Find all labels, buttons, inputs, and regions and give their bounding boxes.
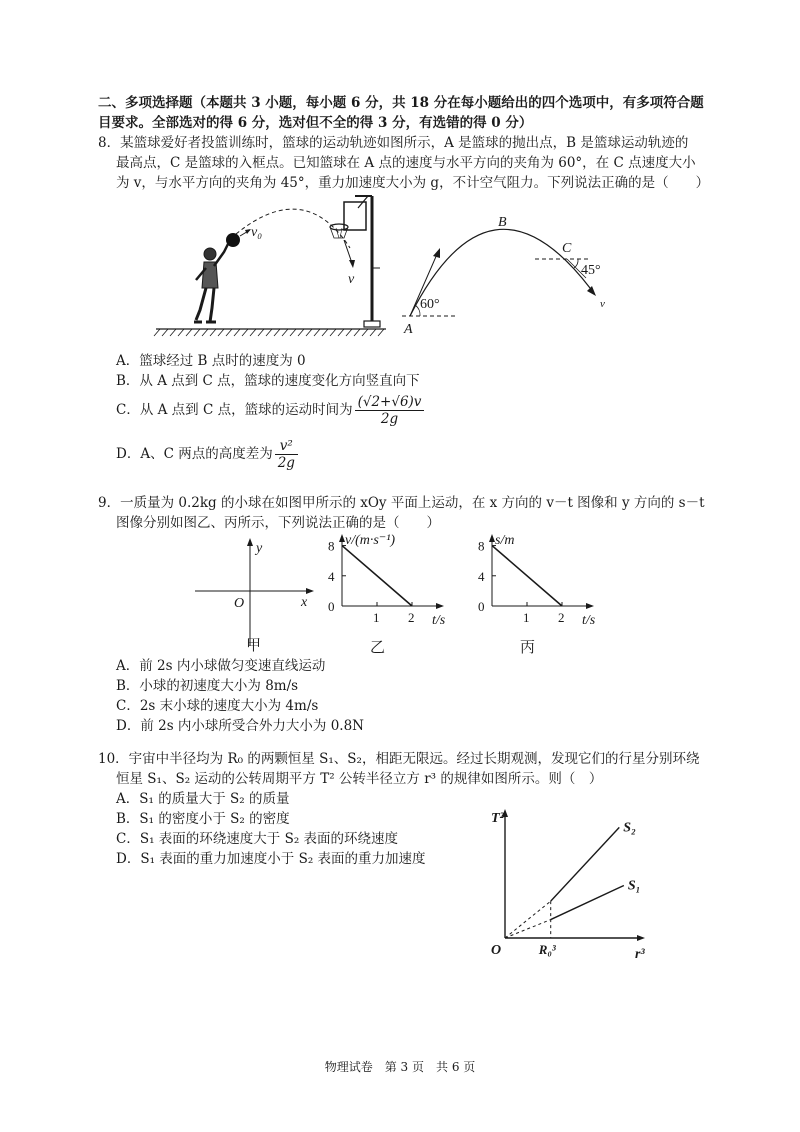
q9-caption-jia: 甲	[246, 636, 262, 654]
t2-ylabel: T²	[491, 811, 504, 826]
bing-ytick-1: 4	[478, 568, 485, 584]
point-c-label: C	[562, 241, 572, 256]
q10-chart	[480, 800, 650, 965]
bing-ylabel: s/m	[495, 533, 515, 548]
velocity-arrow-c	[587, 286, 596, 296]
q10-option-a[interactable]: A．S₁ 的质量大于 S₂ 的质量	[116, 791, 290, 807]
yi-series-line-0	[342, 546, 412, 606]
q8-option-c-fraction	[355, 394, 425, 427]
q10-stem-line1: 10．宇宙中半径均为 R₀ 的两颗恒星 S₁、S₂，相距无限远。经过长期观测，发现它们的行星分别环绕	[98, 751, 700, 767]
q8-stem-line2: 最高点，C 是篮球的入框点。已知篮球在 A 点的速度与水平方向的夹角为 60°，在 C 点速度大小	[116, 155, 696, 171]
q8-option-c-prefix: C．从 A 点到 C 点，篮球的运动时间为	[116, 402, 353, 418]
q9-chart-bing	[470, 530, 610, 658]
basketball-hoop	[330, 196, 380, 327]
angle-60: 60°	[420, 297, 440, 312]
q8-option-d-fraction	[275, 438, 298, 471]
yi-xtick-0: 1	[373, 610, 380, 625]
q9-stem-line1: 9．一质量为 0.2kg 的小球在如图甲所示的 xOy 平面上运动，在 x 方向的 v－t 图像和 y 方向的 s－t	[98, 495, 705, 511]
q8-option-c[interactable]	[116, 394, 424, 427]
q9-stem-line2: 图像分别如图乙、丙所示，下列说法正确的是（ ）	[116, 515, 440, 531]
point-a-label: A	[404, 322, 413, 337]
angle-45: 45°	[581, 263, 601, 278]
bing-x-arrow	[586, 603, 594, 609]
q8-option-d-den: 2g	[277, 455, 295, 471]
bing-xtick-1: 2	[558, 610, 565, 625]
t2-origin: O	[491, 943, 502, 958]
yi-xlabel: t/s	[432, 613, 446, 628]
bing-ytick-0: 8	[478, 538, 485, 554]
t2-x-arrow	[637, 935, 645, 941]
q8-stem-line1: 8．某篮球爱好者投篮训练时，篮球的运动轨迹如图所示，A 是篮球的抛出点，B 是篮球运动轨迹的	[98, 135, 689, 151]
label-v-small: v	[600, 298, 605, 310]
bing-ytick-2: 0	[478, 599, 485, 614]
bing-caption: 丙	[520, 640, 536, 656]
bing-xlabel: t/s	[582, 613, 596, 628]
q9-option-a[interactable]: A．前 2s 内小球做匀变速直线运动	[116, 658, 326, 674]
page-footer: 物理试卷 第 3 页 共 6 页	[324, 1060, 476, 1074]
q8-option-c-den: 2g	[380, 411, 399, 427]
yi-ytick-1: 4	[328, 568, 335, 584]
yi-ytick-2: 0	[328, 599, 335, 614]
player-figure	[194, 244, 228, 322]
q8-option-d[interactable]	[116, 438, 298, 471]
q8-figure	[150, 188, 630, 348]
point-b-label: B	[498, 215, 507, 230]
yi-ylabel: v/(m·s⁻¹)	[345, 533, 396, 548]
q8-option-d-prefix: D．A、C 两点的高度差为	[116, 446, 273, 462]
t2-series-dash-1	[505, 920, 551, 938]
yi-xtick-1: 2	[408, 610, 415, 625]
q9-option-c[interactable]: C．2s 末小球的速度大小为 4m/s	[116, 698, 319, 714]
t2-series-label-0: S₂	[623, 820, 636, 836]
q8-option-b[interactable]: B．从 A 点到 C 点，篮球的速度变化方向竖直向下	[116, 373, 420, 389]
q8-option-a[interactable]: A．篮球经过 B 点时的速度为 0	[116, 353, 306, 369]
jia-origin-label: O	[234, 596, 245, 611]
t2-series-line-1	[551, 885, 624, 919]
yi-x-arrow	[436, 603, 444, 609]
jia-axis-y-label: y	[256, 541, 263, 556]
t2-series-line-0	[551, 827, 620, 901]
bing-series-line-0	[492, 546, 562, 606]
label-v0: v₀	[251, 225, 263, 240]
t2-xlabel: r³	[635, 947, 645, 962]
t2-series-label-1: S₁	[627, 878, 641, 894]
section-title-line2: 目要求。全部选对的得 6 分，选对但不全的得 3 分，有选错的得 0 分）	[98, 115, 533, 131]
q9-option-b[interactable]: B．小球的初速度大小为 8m/s	[116, 678, 299, 694]
yi-caption: 乙	[370, 640, 386, 656]
basketball-icon	[226, 233, 240, 247]
section-title-line1: 二、多项选择题（本题共 3 小题，每小题 6 分，共 18 分在每小题给出的四个选项中，有多项符合题	[98, 95, 704, 111]
bing-xtick-0: 1	[523, 610, 530, 625]
velocity-arrow-a	[433, 248, 440, 258]
q9-option-d[interactable]: D．前 2s 内小球所受合外力大小为 0.8N	[116, 718, 364, 734]
ground-hatch	[154, 329, 384, 336]
q10-option-c[interactable]: C．S₁ 表面的环绕速度大于 S₂ 表面的环绕速度	[116, 831, 399, 847]
q9-chart-yi	[320, 530, 460, 658]
q10-option-d[interactable]: D．S₁ 表面的重力加速度小于 S₂ 表面的重力加速度	[116, 851, 426, 867]
q8-option-c-num: (√2+√6)v	[355, 394, 425, 411]
q8-stem-line3: 为 v，与水平方向的夹角为 45°，重力加速度大小为 g，不计空气阻力。下列说法正确的是（ ）	[116, 175, 710, 191]
q10-stem-line2: 恒星 S₁、S₂ 运动的公转周期平方 T² 公转半径立方 r³ 的规律如图所示。则（ ）	[116, 771, 603, 787]
q10-option-b[interactable]: B．S₁ 的密度小于 S₂ 的密度	[116, 811, 290, 827]
q8-option-d-num: v²	[275, 438, 298, 455]
yi-ytick-0: 8	[328, 538, 335, 554]
t2-xtick-0: R₀³	[538, 942, 556, 957]
t2-series-dash-0	[505, 901, 551, 938]
label-v: v	[348, 272, 355, 287]
jia-axis-x-label: x	[301, 595, 308, 610]
